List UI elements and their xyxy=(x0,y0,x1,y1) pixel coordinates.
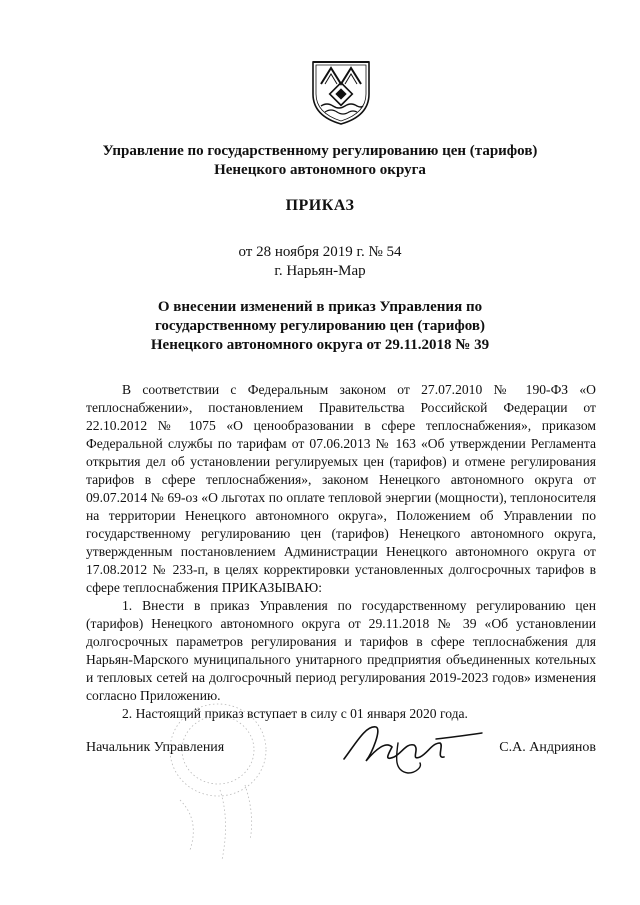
coat-of-arms-icon xyxy=(307,54,375,126)
authority-line: Управление по государственному регулированию цен (тарифов) xyxy=(102,143,538,159)
signatory-name: С.А. Андриянов xyxy=(499,740,596,755)
date-and-number: от 28 ноября 2019 г. № 54 xyxy=(238,244,402,260)
document-subject xyxy=(0,298,640,355)
preamble-paragraph: В соответствии с Федеральным законом от 27.07.2010 № 190-ФЗ «О теплоснабжении», постановлением Правительства Российской Федерации от 22.10.2012 № 1075 «О ценообразовании в сфере теплоснабжения», приказом Федеральной службы по тарифам от 07.06.2013 № 163 «Об утверждении Регламента открытия дел об установлении регулируемых цен (тарифов) и отмене регулирования тарифов в сфере теплоснабжения», законом Ненецкого автономного округа от 09.07.2014 № 69-оз «О льготах по оплате тепловой энергии (мощности), теплоносителя на территории Ненецкого автономного округа», Положением об Управлении по государственному регулированию цен (тарифов) Ненецкого автономного округа, утвержденным постановлением Администрации Ненецкого автономного округа от 17.08.2012 № 233-п, в целях корректировки установленных долгосрочных тарифов в сфере теплоснабжения ПРИКАЗЫВАЮ: xyxy=(86,382,596,595)
authority-name xyxy=(0,142,640,180)
handwritten-signature-icon xyxy=(336,713,486,783)
subject-line: Ненецкого автономного округа от 29.11.2018 № 39 xyxy=(150,337,490,353)
document-type: ПРИКАЗ xyxy=(285,197,355,214)
document-body xyxy=(86,381,596,723)
subject-line: государственному регулированию цен (тарифов) xyxy=(154,318,486,334)
subject-line: О внесении изменений в приказ Управления по xyxy=(157,299,483,315)
signatory-title: Начальник Управления xyxy=(86,740,225,755)
signature-block xyxy=(86,735,596,795)
city: г. Нарьян-Мар xyxy=(274,263,366,279)
order-item-2: 2. Настоящий приказ вступает в силу с 01 января 2020 года. xyxy=(122,706,468,721)
order-item-1: 1. Внести в приказ Управления по государственному регулированию цен (тарифов) Ненецкого автономного округа от 29.11.2018 № 39 «Об установлении долгосрочных параметров регулирования и тарифов в сфере теплоснабжения для Нарьян-Марского муниципального унитарного предприятия объединенных котельных и тепловых сетей на долгосрочный период регулирования 2019-2023 годов» изменения согласно Приложению. xyxy=(86,598,596,703)
authority-line: Ненецкого автономного округа xyxy=(214,162,426,178)
